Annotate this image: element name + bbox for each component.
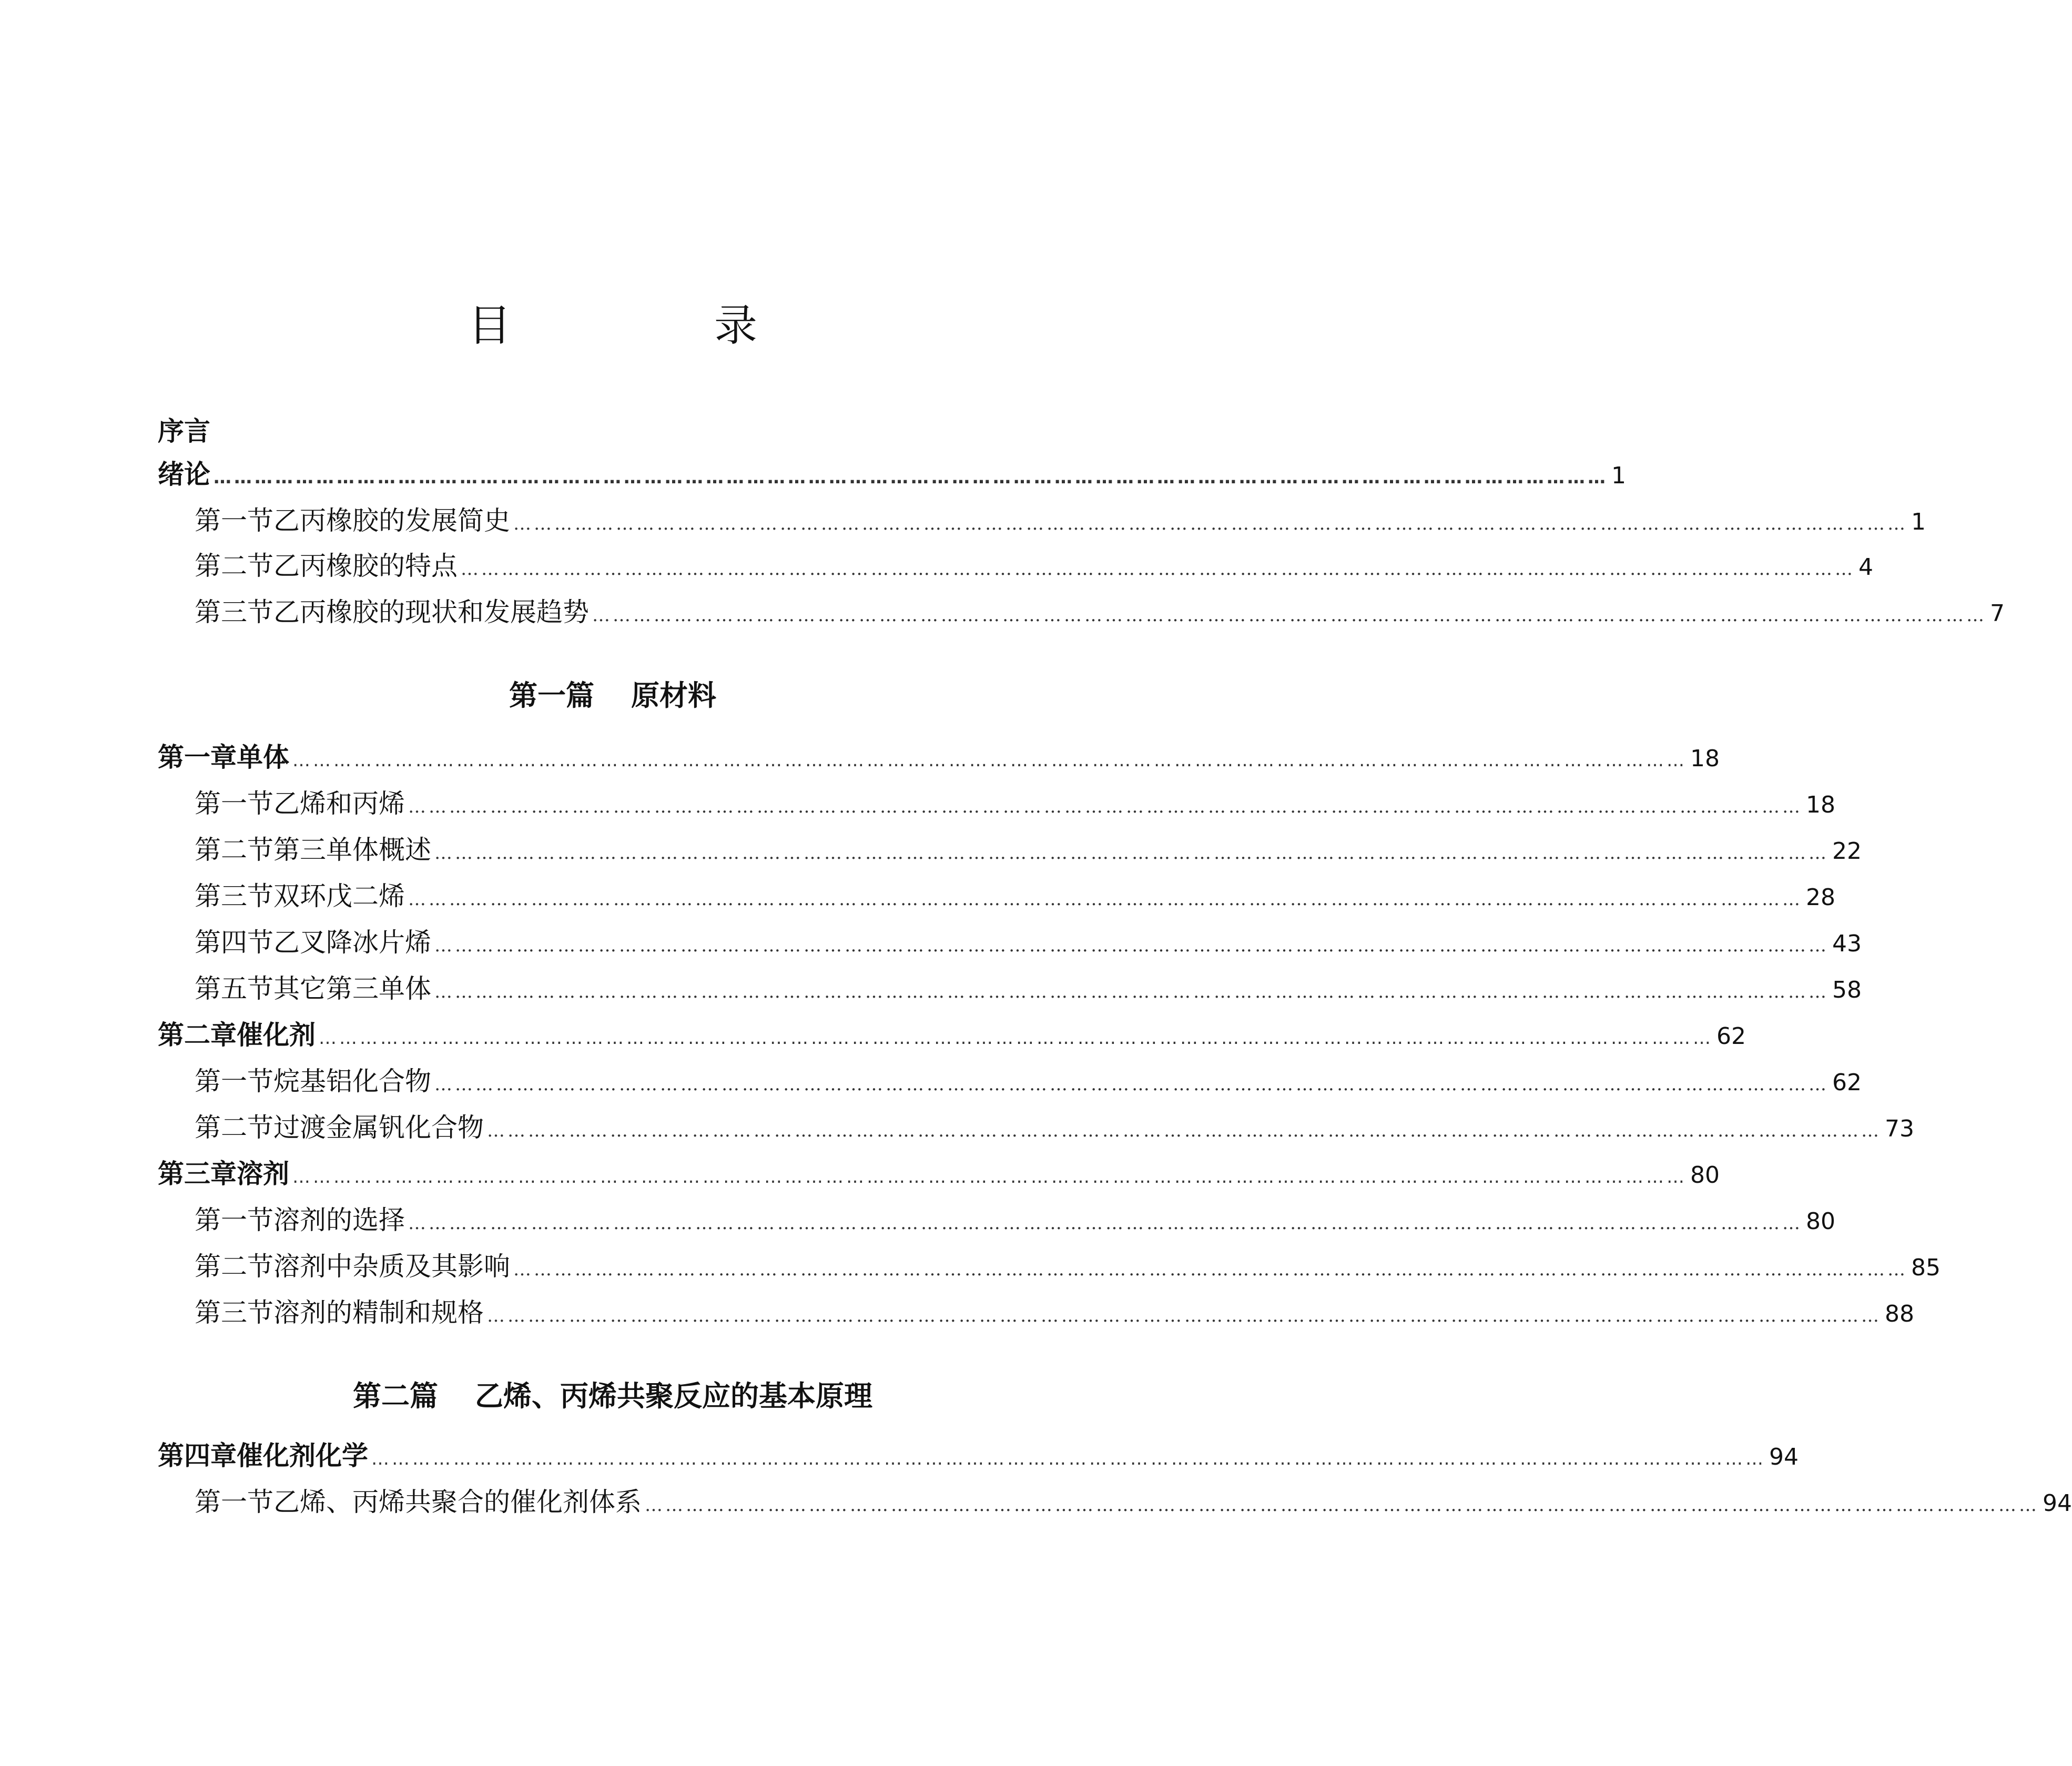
- section-number: 第五节: [195, 973, 273, 1004]
- dot-leader: ……………………………………………………………………………………………………………………………………………………………………………………: [408, 889, 1803, 910]
- toc-entry[interactable]: [195, 591, 2005, 633]
- section-name: 乙丙橡胶的特点: [273, 551, 458, 581]
- section-number: 第一节: [195, 1066, 273, 1097]
- part-heading: [0, 1373, 1225, 1420]
- page-number: 7: [1990, 600, 2005, 627]
- section-name: 双环戊二烯: [273, 881, 405, 911]
- section-name: 乙叉降冰片烯: [273, 927, 431, 958]
- section-number: 第三节: [195, 597, 273, 627]
- dot-leader: ……………………………………………………………………………………………………………………………………………………………………………………: [513, 513, 1908, 534]
- page-number: 4: [1858, 554, 1873, 581]
- chapter-number: 第三章: [158, 1159, 237, 1189]
- section-name: 过渡金属钒化合物: [273, 1112, 484, 1143]
- dot-leader: ……………………………………………………………………………………………………………………………………………………………………………………: [434, 935, 1829, 956]
- section-number: 第二节: [195, 835, 273, 865]
- page-number: 18: [1806, 791, 1835, 818]
- dot-leader: ……………………………………………………………………………………………………………………………………………………………………………………: [434, 981, 1829, 1002]
- toc-entry[interactable]: [195, 1245, 1941, 1287]
- section-name: 乙烯和丙烯: [273, 788, 405, 819]
- page-number: 80: [1690, 1162, 1720, 1189]
- section-name: 溶剂中杂质及其影响: [273, 1251, 510, 1282]
- chapter-name: 催化剂化学: [237, 1440, 368, 1471]
- part-number: 第一篇: [509, 679, 594, 712]
- page-number: 88: [1885, 1301, 1914, 1327]
- section-number: 第一节: [195, 1205, 273, 1235]
- section-number: 第一节: [195, 1487, 273, 1517]
- part-heading: [0, 672, 1225, 719]
- dot-leader: ……………………………………………………………………………………………………………………………………………………………………………………: [434, 1074, 1829, 1095]
- section-number: 第四节: [195, 927, 273, 958]
- chapter-entry[interactable]: [158, 1435, 1799, 1477]
- dot-leader: ……………………………………………………………………………………………………………………………………………………………………………………: [319, 1028, 1713, 1049]
- page-number: 94: [1769, 1444, 1799, 1470]
- toc-entry[interactable]: [195, 1199, 1835, 1241]
- chapter-name: 单体: [237, 742, 289, 773]
- page-number: 73: [1885, 1115, 1914, 1142]
- chapter-number: 第一章: [158, 742, 237, 773]
- section-name: 第三单体概述: [273, 835, 431, 865]
- section-number: 第一节: [195, 505, 273, 536]
- section-number: 第二节: [195, 1251, 273, 1282]
- page-number: 22: [1832, 838, 1862, 865]
- section-name: 溶剂的精制和规格: [273, 1297, 484, 1328]
- intro-entry[interactable]: [158, 453, 1626, 495]
- page-number: 80: [1806, 1208, 1835, 1235]
- entry-name: 绪论: [158, 459, 210, 490]
- part-number: 第二篇: [353, 1379, 438, 1413]
- section-name: 烷基铝化合物: [273, 1066, 431, 1097]
- preface-heading: 序言: [158, 416, 210, 446]
- page-title: 目 录: [468, 301, 852, 351]
- toc-entry[interactable]: [195, 545, 1873, 587]
- toc-entry[interactable]: [195, 921, 1862, 963]
- toc-entry[interactable]: [195, 1060, 1862, 1102]
- chapter-name: 溶剂: [237, 1159, 289, 1189]
- section-name: 乙丙橡胶的发展简史: [273, 505, 510, 536]
- chapter-entry[interactable]: [158, 1153, 1720, 1195]
- dot-leader: ……………………………………………………………………………………………………………………………………………………………………………………: [371, 1448, 1766, 1469]
- dot-leader: ……………………………………………………………………………………………………………………………………………………………………………………: [214, 467, 1608, 488]
- dot-leader: ……………………………………………………………………………………………………………………………………………………………………………………: [487, 1305, 1882, 1326]
- dot-leader: ……………………………………………………………………………………………………………………………………………………………………………………: [408, 796, 1803, 817]
- section-number: 第三节: [195, 881, 273, 911]
- dot-leader: ……………………………………………………………………………………………………………………………………………………………………………………: [292, 1166, 1687, 1188]
- section-name: 其它第三单体: [273, 973, 431, 1004]
- chapter-number: 第四章: [158, 1440, 237, 1471]
- chapter-entry[interactable]: [158, 736, 1720, 778]
- toc-entry[interactable]: [195, 1481, 2072, 1523]
- section-name: 溶剂的选择: [273, 1205, 405, 1235]
- section-name: 乙烯、丙烯共聚合的催化剂体系: [273, 1487, 642, 1517]
- page-number: 62: [1832, 1069, 1862, 1096]
- page-number: 94: [2043, 1490, 2072, 1517]
- section-number: 第三节: [195, 1297, 273, 1328]
- page-number: 1: [1611, 462, 1626, 489]
- toc-entry[interactable]: [195, 829, 1862, 871]
- dot-leader: ……………………………………………………………………………………………………………………………………………………………………………………: [592, 605, 1987, 626]
- toc-entry[interactable]: [195, 783, 1835, 825]
- chapter-number: 第二章: [158, 1020, 237, 1050]
- dot-leader: ……………………………………………………………………………………………………………………………………………………………………………………: [434, 843, 1829, 864]
- page-number: 58: [1832, 977, 1862, 1003]
- dot-leader: ……………………………………………………………………………………………………………………………………………………………………………………: [513, 1259, 1908, 1280]
- toc-entry[interactable]: [195, 500, 1926, 542]
- dot-leader: ……………………………………………………………………………………………………………………………………………………………………………………: [292, 750, 1687, 771]
- toc-entry[interactable]: [195, 1107, 1914, 1149]
- part-name: 原材料: [631, 679, 716, 712]
- section-name: 乙丙橡胶的现状和发展趋势: [273, 597, 589, 627]
- section-number: 第二节: [195, 1112, 273, 1143]
- chapter-entry[interactable]: [158, 1014, 1746, 1056]
- dot-leader: ……………………………………………………………………………………………………………………………………………………………………………………: [487, 1120, 1882, 1141]
- dot-leader: ……………………………………………………………………………………………………………………………………………………………………………………: [408, 1213, 1803, 1234]
- toc-entry[interactable]: [195, 875, 1835, 917]
- part-name: 乙烯、丙烯共聚反应的基本原理: [475, 1379, 872, 1413]
- page-number: 85: [1911, 1254, 1941, 1281]
- page-number: 18: [1690, 745, 1720, 772]
- dot-leader: ……………………………………………………………………………………………………………………………………………………………………………………: [645, 1495, 2039, 1516]
- dot-leader: ……………………………………………………………………………………………………………………………………………………………………………………: [461, 559, 1855, 580]
- toc-entry[interactable]: [195, 1292, 1914, 1334]
- section-number: 第二节: [195, 551, 273, 581]
- chapter-name: 催化剂: [237, 1020, 316, 1050]
- page-number: 43: [1832, 930, 1862, 957]
- page-number: 1: [1911, 509, 1926, 535]
- toc-entry[interactable]: [195, 968, 1862, 1010]
- page-number: 28: [1806, 884, 1835, 911]
- section-number: 第一节: [195, 788, 273, 819]
- page-number: 62: [1716, 1023, 1746, 1050]
